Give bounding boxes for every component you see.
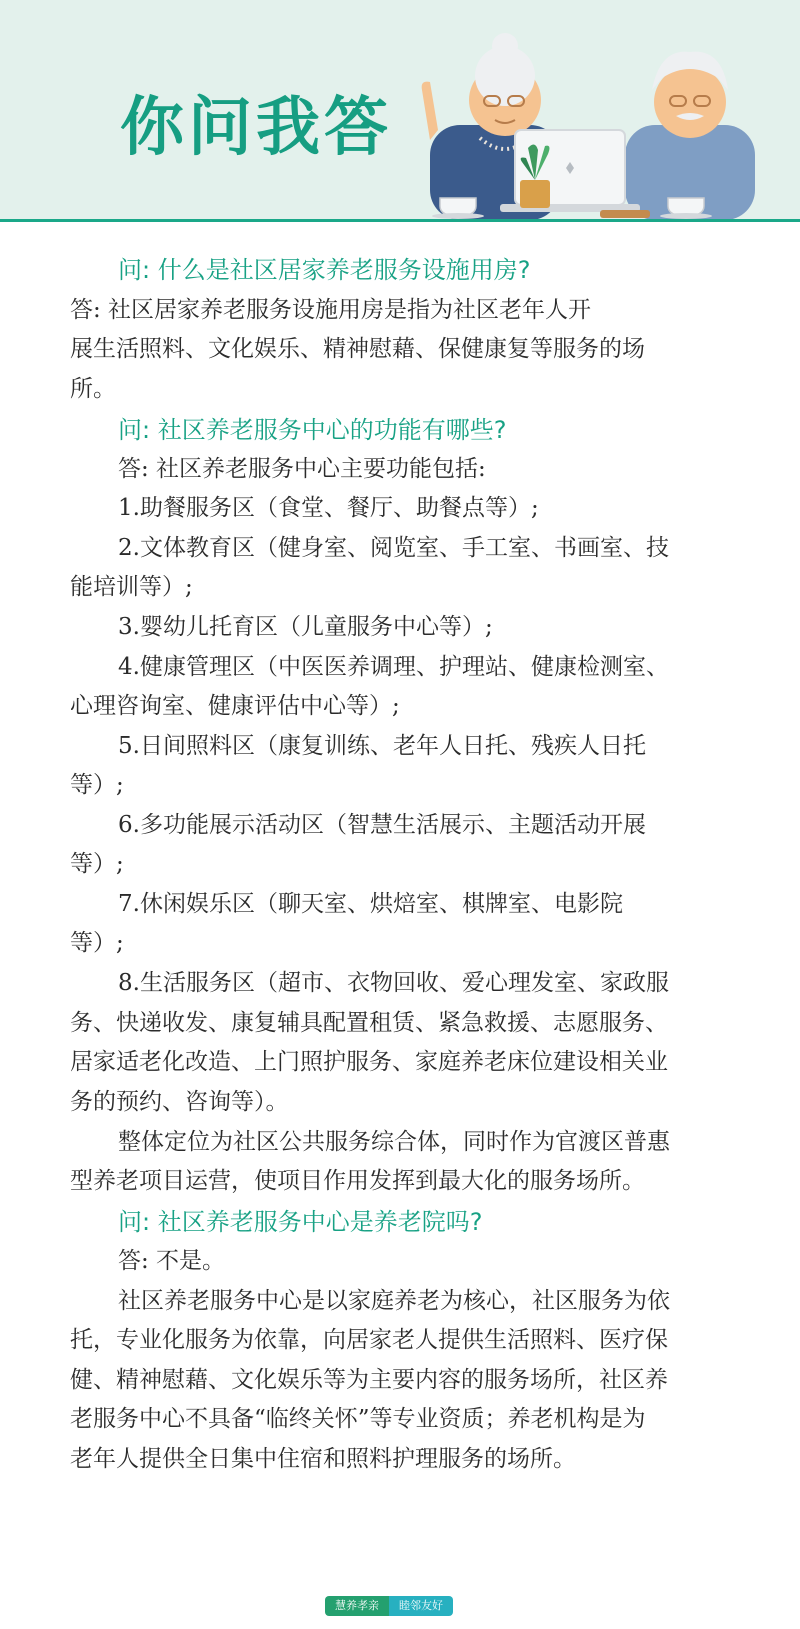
answer-line: 8.生活服务区（超市、衣物回收、爱心理发室、家政服 <box>118 970 669 996</box>
answer-line: 7.休闲娱乐区（聊天室、烘焙室、棋牌室、电影院 <box>118 891 623 917</box>
header-divider <box>0 219 800 222</box>
answer-line: 等）; <box>70 930 124 956</box>
answer-line: 5.日间照料区（康复训练、老年人日托、残疾人日托 <box>118 733 646 759</box>
answer-line: 老服务中心不具备“临终关怀”等专业资质；养老机构是为 <box>70 1406 646 1432</box>
answer-line: 整体定位为社区公共服务综合体，同时作为官渡区普惠 <box>118 1129 670 1155</box>
answer-line: 等）; <box>70 851 124 877</box>
answer-line: 3.婴幼儿托育区（儿童服务中心等）; <box>118 614 493 640</box>
answer-line: 展生活照料、文化娱乐、精神慰藉、保健康复等服务的场 <box>70 336 645 362</box>
answer-line: 答: 社区居家养老服务设施用房是指为社区老年人开 <box>70 297 592 323</box>
question-line: 问: 什么是社区居家养老服务设施用房? <box>118 256 531 284</box>
answer-line: 居家适老化改造、上门照护服务、家庭养老床位建设相关业 <box>70 1049 668 1075</box>
footer-tags <box>325 1596 453 1616</box>
answer-line: 社区养老服务中心是以家庭养老为核心，社区服务为依 <box>118 1288 670 1314</box>
question-line: 问: 社区养老服务中心是养老院吗? <box>118 1208 483 1236</box>
answer-line: 1.助餐服务区（食堂、餐厅、助餐点等）; <box>118 495 539 521</box>
elderly-man-icon <box>625 52 755 220</box>
elderly-couple-illustration <box>420 30 760 220</box>
header-banner <box>0 0 800 222</box>
footer-tag-left: 慧养孝亲 <box>325 1596 389 1616</box>
answer-line: 答: 社区养老服务中心主要功能包括: <box>118 456 486 482</box>
answer-line: 老年人提供全日集中住宿和照料护理服务的场所。 <box>70 1446 576 1472</box>
answer-line: 能培训等）; <box>70 574 193 600</box>
answer-line: 2.文体教育区（健身室、阅览室、手工室、书画室、技 <box>118 535 669 561</box>
question-line: 问: 社区养老服务中心的功能有哪些? <box>118 416 507 444</box>
answer-line: 型养老项目运营，使项目作用发挥到最大化的服务场所。 <box>70 1168 645 1194</box>
answer-line: 4.健康管理区（中医医养调理、护理站、健康检测室、 <box>118 654 669 680</box>
footer-tag-right: 睦邻友好 <box>389 1596 453 1616</box>
answer-line: 答: 不是。 <box>118 1248 226 1274</box>
page-title: 你问我答 <box>120 91 392 165</box>
answer-line: 健、精神慰藉、文化娱乐等为主要内容的服务场所，社区养 <box>70 1367 668 1393</box>
answer-line: 务的预约、咨询等）。 <box>70 1089 289 1115</box>
answer-line: 务、快递收发、康复辅具配置租赁、紧急救援、志愿服务、 <box>70 1010 668 1036</box>
answer-line: 6.多功能展示活动区（智慧生活展示、主题活动开展 <box>118 812 646 838</box>
answer-line: 心理咨询室、健康评估中心等）; <box>70 693 400 719</box>
answer-line: 所。 <box>70 376 116 402</box>
answer-line: 等）; <box>70 772 124 798</box>
answer-line: 托，专业化服务为依靠，向居家老人提供生活照料、医疗保 <box>70 1327 668 1353</box>
